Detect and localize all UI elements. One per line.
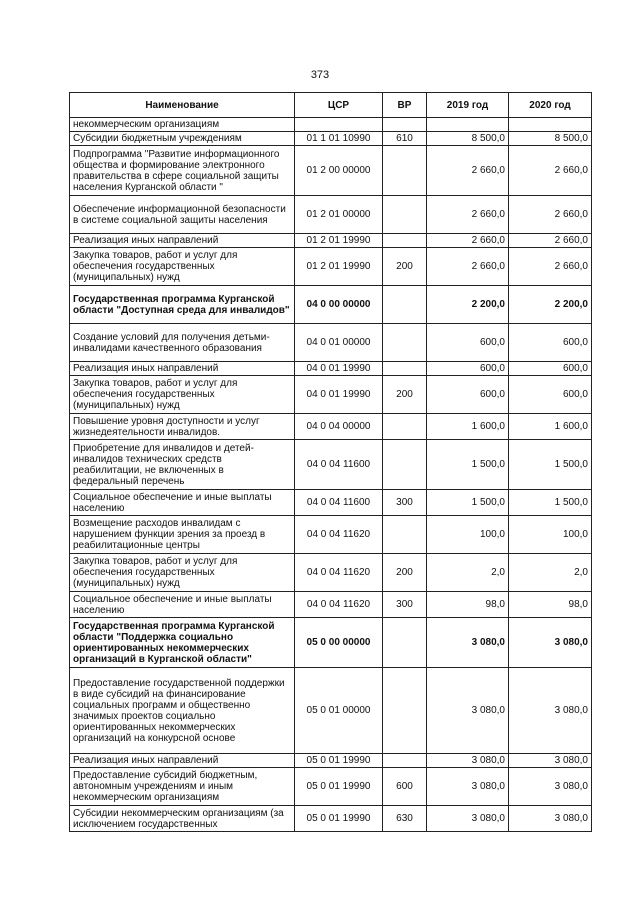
row-2020: 2 660,0 bbox=[509, 248, 592, 286]
row-csr: 04 0 01 19990 bbox=[295, 376, 383, 414]
row-2019: 2 200,0 bbox=[427, 286, 509, 324]
header-2019: 2019 год bbox=[427, 93, 509, 118]
table-row bbox=[70, 516, 592, 554]
row-vr: 200 bbox=[383, 554, 427, 592]
row-name: Закупка товаров, работ и услуг для обеспечения государственных (муниципальных) нужд bbox=[70, 248, 295, 286]
row-name: Субсидии бюджетным учреждениям bbox=[70, 132, 295, 146]
row-2020: 8 500,0 bbox=[509, 132, 592, 146]
row-csr: 05 0 00 00000 bbox=[295, 618, 383, 668]
row-name: Закупка товаров, работ и услуг для обеспечения государственных (муниципальных) нужд bbox=[70, 554, 295, 592]
row-name: Государственная программа Курганской области "Доступная среда для инвалидов" bbox=[70, 286, 295, 324]
row-2019: 1 500,0 bbox=[427, 440, 509, 490]
row-2019: 3 080,0 bbox=[427, 618, 509, 668]
table-row bbox=[70, 324, 592, 362]
table-row bbox=[70, 554, 592, 592]
row-2019 bbox=[427, 118, 509, 132]
row-2020: 2 660,0 bbox=[509, 234, 592, 248]
header-csr: ЦСР bbox=[295, 93, 383, 118]
row-2019: 3 080,0 bbox=[427, 768, 509, 806]
row-name: Субсидии некоммерческим организациям (за исключением государственных bbox=[70, 806, 295, 832]
row-vr bbox=[383, 234, 427, 248]
row-csr: 04 0 01 00000 bbox=[295, 324, 383, 362]
row-2019: 3 080,0 bbox=[427, 806, 509, 832]
row-2019: 1 500,0 bbox=[427, 490, 509, 516]
row-2019: 2,0 bbox=[427, 554, 509, 592]
row-2019: 2 660,0 bbox=[427, 196, 509, 234]
row-2020 bbox=[509, 118, 592, 132]
row-name: Приобретение для инвалидов и детей-инвалидов технических средств реабилитации, не включенных в федеральный перечень bbox=[70, 440, 295, 490]
row-name: Социальное обеспечение и иные выплаты населению bbox=[70, 490, 295, 516]
budget-table bbox=[69, 92, 592, 832]
row-name: Повышение уровня доступности и услуг жизнедеятельности инвалидов. bbox=[70, 414, 295, 440]
row-2020: 1 500,0 bbox=[509, 440, 592, 490]
page-number: 373 bbox=[310, 69, 330, 81]
row-name: Реализация иных направлений bbox=[70, 234, 295, 248]
row-name: Предоставление субсидий бюджетным, автономным учреждениям и иным некоммерческим организациям bbox=[70, 768, 295, 806]
row-2020: 2 660,0 bbox=[509, 196, 592, 234]
row-vr bbox=[383, 324, 427, 362]
row-csr: 04 0 04 00000 bbox=[295, 414, 383, 440]
row-2019: 1 600,0 bbox=[427, 414, 509, 440]
row-csr: 05 0 01 19990 bbox=[295, 768, 383, 806]
header-2020: 2020 год bbox=[509, 93, 592, 118]
row-2019: 100,0 bbox=[427, 516, 509, 554]
row-2020: 600,0 bbox=[509, 376, 592, 414]
table-row bbox=[70, 362, 592, 376]
row-csr: 04 0 00 00000 bbox=[295, 286, 383, 324]
row-2020: 3 080,0 bbox=[509, 754, 592, 768]
table-row bbox=[70, 118, 592, 132]
row-csr: 04 0 04 11620 bbox=[295, 516, 383, 554]
row-2020: 3 080,0 bbox=[509, 806, 592, 832]
row-vr bbox=[383, 618, 427, 668]
row-csr: 05 0 01 00000 bbox=[295, 668, 383, 754]
row-vr bbox=[383, 440, 427, 490]
table-row bbox=[70, 286, 592, 324]
row-vr bbox=[383, 754, 427, 768]
row-2020: 2 660,0 bbox=[509, 146, 592, 196]
table-row bbox=[70, 146, 592, 196]
row-vr: 300 bbox=[383, 592, 427, 618]
table-row bbox=[70, 668, 592, 754]
table-row bbox=[70, 376, 592, 414]
row-vr: 200 bbox=[383, 248, 427, 286]
table-header-row bbox=[70, 93, 592, 118]
row-name: Подпрограмма "Развитие информационного общества и формирование электронного правительства в сфере социальной защиты населения Курганской области " bbox=[70, 146, 295, 196]
row-csr: 01 2 01 19990 bbox=[295, 234, 383, 248]
row-2020: 1 600,0 bbox=[509, 414, 592, 440]
row-2019: 3 080,0 bbox=[427, 668, 509, 754]
table-row bbox=[70, 806, 592, 832]
table-row bbox=[70, 132, 592, 146]
row-vr bbox=[383, 668, 427, 754]
row-2019: 2 660,0 bbox=[427, 234, 509, 248]
row-csr bbox=[295, 118, 383, 132]
row-2020: 600,0 bbox=[509, 324, 592, 362]
row-name: Предоставление государственной поддержки в виде субсидий на финансирование социальных программ и общественно значимых проектов социально ориентированных некоммерческих организаций на конкурсной основе bbox=[70, 668, 295, 754]
row-2020: 3 080,0 bbox=[509, 618, 592, 668]
row-name: Создание условий для получения детьми-инвалидами качественного образования bbox=[70, 324, 295, 362]
row-vr: 610 bbox=[383, 132, 427, 146]
table-row bbox=[70, 196, 592, 234]
table-row bbox=[70, 490, 592, 516]
row-2019: 2 660,0 bbox=[427, 146, 509, 196]
table-row bbox=[70, 440, 592, 490]
header-vr: ВР bbox=[383, 93, 427, 118]
row-name: Возмещение расходов инвалидам с нарушением функции зрения за проезд в реабилитационные центры bbox=[70, 516, 295, 554]
row-csr: 01 2 00 00000 bbox=[295, 146, 383, 196]
row-csr: 04 0 04 11600 bbox=[295, 490, 383, 516]
table-row bbox=[70, 592, 592, 618]
row-vr bbox=[383, 286, 427, 324]
row-vr: 630 bbox=[383, 806, 427, 832]
row-name: Обеспечение информационной безопасности в системе социальной защиты населения bbox=[70, 196, 295, 234]
row-csr: 01 2 01 19990 bbox=[295, 248, 383, 286]
row-vr bbox=[383, 118, 427, 132]
row-name: Закупка товаров, работ и услуг для обеспечения государственных (муниципальных) нужд bbox=[70, 376, 295, 414]
table-row bbox=[70, 414, 592, 440]
row-vr bbox=[383, 362, 427, 376]
row-vr bbox=[383, 414, 427, 440]
row-2020: 3 080,0 bbox=[509, 668, 592, 754]
row-2020: 1 500,0 bbox=[509, 490, 592, 516]
row-name: Социальное обеспечение и иные выплаты населению bbox=[70, 592, 295, 618]
row-2019: 98,0 bbox=[427, 592, 509, 618]
row-2019: 600,0 bbox=[427, 376, 509, 414]
row-csr: 04 0 01 19990 bbox=[295, 362, 383, 376]
row-2019: 2 660,0 bbox=[427, 248, 509, 286]
table-row bbox=[70, 768, 592, 806]
row-2019: 600,0 bbox=[427, 324, 509, 362]
table-row bbox=[70, 234, 592, 248]
row-csr: 04 0 04 11620 bbox=[295, 554, 383, 592]
table-row bbox=[70, 618, 592, 668]
row-name: Государственная программа Курганской области "Поддержка социально ориентированных некоммерческих организаций в Курганской области" bbox=[70, 618, 295, 668]
row-csr: 04 0 04 11600 bbox=[295, 440, 383, 490]
row-2020: 2 200,0 bbox=[509, 286, 592, 324]
row-csr: 05 0 01 19990 bbox=[295, 754, 383, 768]
header-name: Наименование bbox=[70, 93, 295, 118]
table-row bbox=[70, 754, 592, 768]
row-2020: 3 080,0 bbox=[509, 768, 592, 806]
row-2020: 98,0 bbox=[509, 592, 592, 618]
row-vr: 600 bbox=[383, 768, 427, 806]
row-vr bbox=[383, 516, 427, 554]
row-name: некоммерческим организациям bbox=[70, 118, 295, 132]
row-vr bbox=[383, 146, 427, 196]
row-2020: 600,0 bbox=[509, 362, 592, 376]
row-2020: 100,0 bbox=[509, 516, 592, 554]
row-2019: 600,0 bbox=[427, 362, 509, 376]
row-csr: 01 1 01 10990 bbox=[295, 132, 383, 146]
row-name: Реализация иных направлений bbox=[70, 754, 295, 768]
row-2019: 3 080,0 bbox=[427, 754, 509, 768]
table-body bbox=[70, 118, 592, 832]
row-name: Реализация иных направлений bbox=[70, 362, 295, 376]
row-vr bbox=[383, 196, 427, 234]
row-2020: 2,0 bbox=[509, 554, 592, 592]
row-vr: 300 bbox=[383, 490, 427, 516]
row-csr: 04 0 04 11620 bbox=[295, 592, 383, 618]
table-row bbox=[70, 248, 592, 286]
row-csr: 01 2 01 00000 bbox=[295, 196, 383, 234]
row-vr: 200 bbox=[383, 376, 427, 414]
row-csr: 05 0 01 19990 bbox=[295, 806, 383, 832]
row-2019: 8 500,0 bbox=[427, 132, 509, 146]
